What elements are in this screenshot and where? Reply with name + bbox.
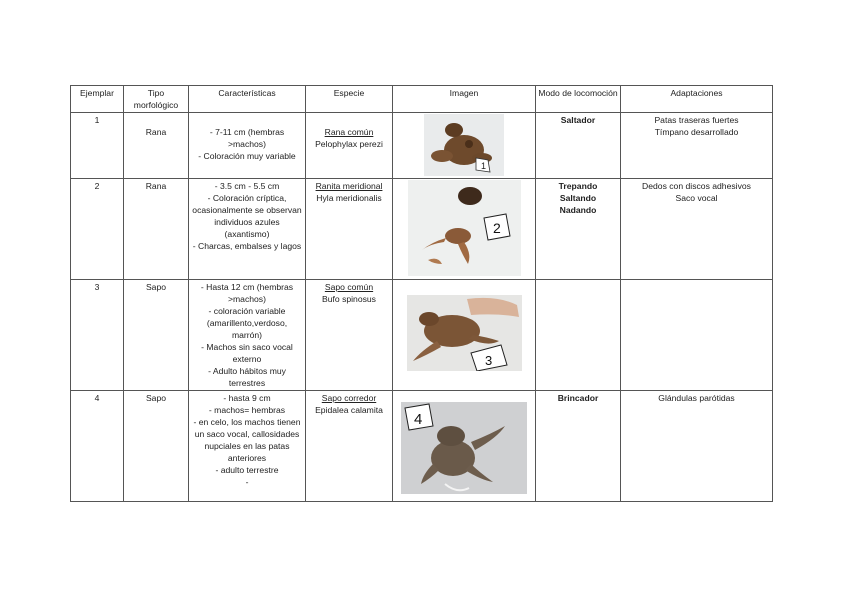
header-imagen: Imagen (393, 86, 536, 113)
common-name: Rana común (324, 127, 374, 137)
cell-image (393, 179, 536, 280)
feature-item: - Adulto hábitos muy terrestres (208, 366, 286, 388)
feature-item: - en celo, los machos tienen un saco vocal, callosidades nupciales en las patas anteriores (193, 417, 301, 463)
cell-tipo: Rana (124, 179, 189, 280)
scientific-name: Bufo spinosus (322, 294, 376, 304)
adaptation-item: Tímpano desarrollado (654, 127, 739, 137)
cell-adaptations (621, 179, 773, 280)
table-row (71, 280, 773, 391)
cell-tipo: Sapo (124, 391, 189, 502)
cell-image (393, 391, 536, 502)
cell-especie (306, 391, 393, 502)
common-name: Sapo común (324, 282, 374, 292)
cell-tipo: Sapo (124, 280, 189, 391)
cell-features (189, 391, 306, 502)
header-modo: Modo de locomoción (536, 86, 621, 113)
specimen-table (70, 85, 773, 502)
cell-num: 1 (71, 113, 124, 179)
cell-features (189, 280, 306, 391)
cell-especie (306, 280, 393, 391)
table-row (71, 391, 773, 502)
adaptation-item: Glándulas parótidas (658, 393, 735, 403)
adaptation-item: Saco vocal (675, 193, 718, 203)
specimen-tag-number: 4 (414, 411, 423, 428)
cell-locomotion (536, 179, 621, 280)
header-especie: Especie (306, 86, 393, 113)
specimen-tag-number: 3 (484, 353, 492, 368)
cell-features (189, 113, 306, 179)
cell-adaptations (621, 280, 773, 391)
table-row (71, 179, 773, 280)
adaptation-item: Dedos con discos adhesivos (642, 181, 751, 191)
header-ejemplar: Ejemplar (71, 86, 124, 113)
feature-item: - Hasta 12 cm (hembras >machos) (200, 282, 294, 304)
locomotion-item: Saltando (559, 193, 597, 203)
cell-locomotion (536, 391, 621, 502)
feature-item: - Coloración críptica, ocasionalmente se observan individuos azules (axantismo) (192, 193, 302, 239)
common-name: Ranita meridional (315, 181, 383, 191)
cell-num: 3 (71, 280, 124, 391)
tipo-text: Rana (145, 127, 167, 137)
locomotion-item: Nadando (559, 205, 597, 215)
common-name: Sapo corredor (321, 393, 377, 403)
table-row (71, 113, 773, 179)
cell-tipo (124, 113, 189, 179)
toad-photo (401, 402, 527, 494)
feature-item: - hasta 9 cm (223, 393, 271, 403)
feature-item: - machos= hembras (208, 405, 286, 415)
cell-especie (306, 113, 393, 179)
locomotion-item: Trepando (558, 181, 598, 191)
specimen-tag-number: 1 (481, 161, 487, 171)
cell-especie (306, 179, 393, 280)
feature-item: - Charcas, embalses y lagos (192, 241, 302, 251)
cell-num: 4 (71, 391, 124, 502)
cell-adaptations (621, 113, 773, 179)
cell-adaptations (621, 391, 773, 502)
scientific-name: Epidalea calamita (315, 405, 383, 415)
header-tipo: Tipo morfológico (124, 86, 189, 113)
frog-photo (424, 114, 504, 176)
feature-item: - Coloración muy variable (198, 151, 296, 161)
feature-item: - coloración variable (amarillento,verdoso, marrón) (206, 306, 288, 340)
cell-num: 2 (71, 179, 124, 280)
scientific-name: Hyla meridionalis (316, 193, 382, 203)
table-header-row (71, 86, 773, 113)
cell-locomotion (536, 113, 621, 179)
feature-item: - 3.5 cm - 5.5 cm (214, 181, 280, 191)
adaptation-item: Patas traseras fuertes (654, 115, 739, 125)
locomotion-item: Brincador (557, 393, 599, 403)
locomotion-item: Saltador (560, 115, 596, 125)
cell-image (393, 113, 536, 179)
header-caracteristicas: Características (189, 86, 306, 113)
feature-item: - (245, 477, 249, 487)
scientific-name: Pelophylax perezi (315, 139, 383, 149)
cell-image (393, 280, 536, 391)
cell-locomotion (536, 280, 621, 391)
feature-item: - Machos sin saco vocal externo (201, 342, 293, 364)
feature-item: - 7-11 cm (hembras >machos) (209, 127, 285, 149)
cell-features (189, 179, 306, 280)
header-adaptaciones: Adaptaciones (621, 86, 773, 113)
frog-photo (408, 180, 521, 276)
toad-photo (407, 295, 522, 371)
specimen-tag-number: 2 (492, 220, 501, 236)
feature-item: - adulto terrestre (215, 465, 279, 475)
